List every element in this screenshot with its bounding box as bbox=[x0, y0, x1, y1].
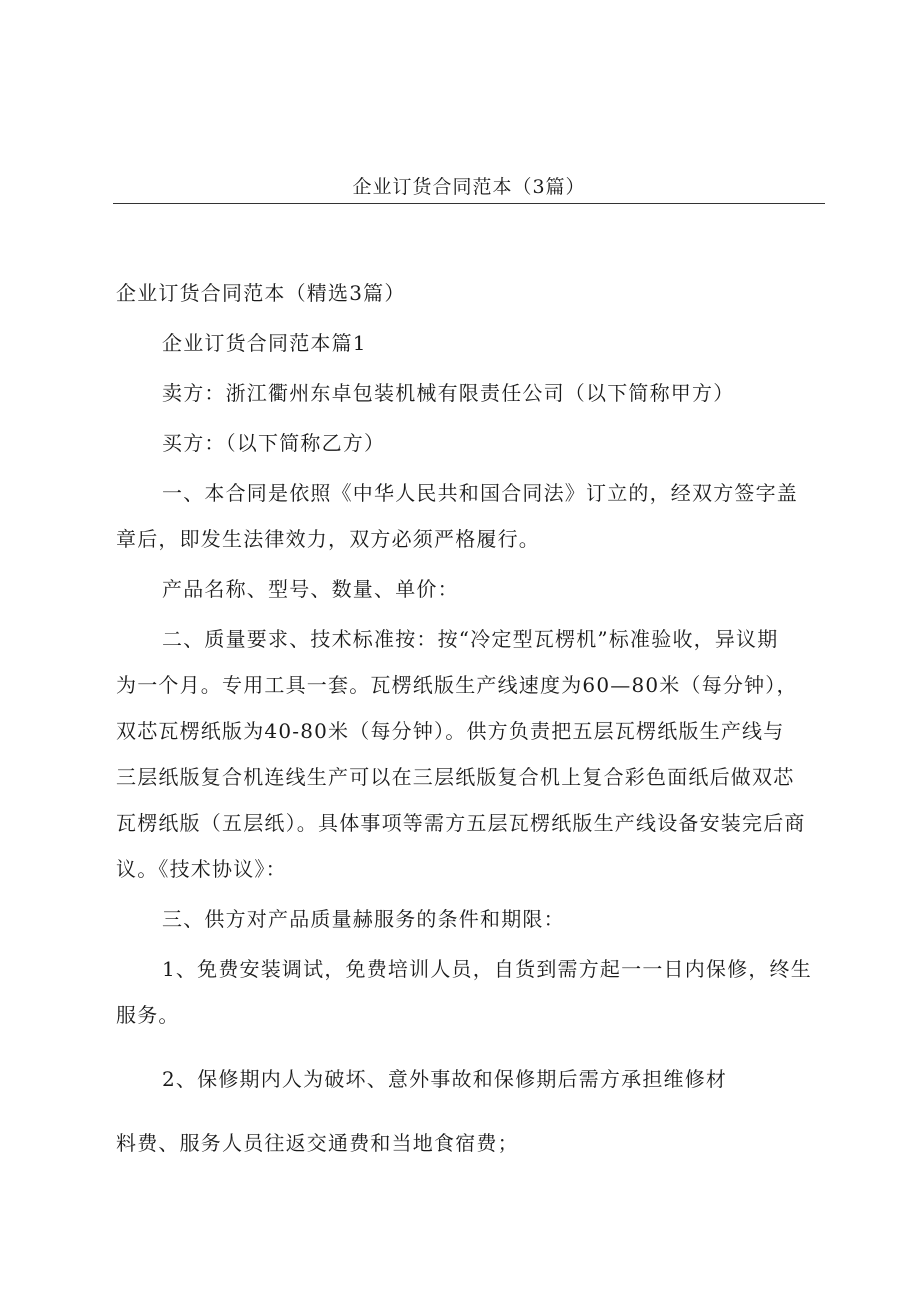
clause-2-line: 为一个月。专用工具一套。瓦楞纸版生产线速度为60—80米（每分钟）， bbox=[116, 673, 798, 697]
document-body bbox=[116, 270, 830, 1166]
header-rule bbox=[113, 203, 825, 204]
clause-3 bbox=[116, 896, 830, 1166]
clause-2 bbox=[116, 616, 830, 892]
section-title: 企业订货合同范本篇1 bbox=[162, 331, 367, 355]
clause-3-item-2-line: 料费、服务人员往返交通费和当地食宿费； bbox=[116, 1131, 519, 1155]
clause-3-item-1-line: 1、免费安装调试，免费培训人员，自货到需方起一一日内保修，终生 bbox=[162, 957, 812, 981]
clause-2-line: 三层纸版复合机连线生产可以在三层纸版复合机上复合彩色面纸后做双芯 bbox=[116, 765, 795, 789]
clause-1-line: 章后，即发生法律效力，双方必须严格履行。 bbox=[116, 527, 540, 551]
clause-2-line: 瓦楞纸版（五层纸）。具体事项等需方五层瓦楞纸版生产线设备安装完后商 bbox=[116, 811, 806, 835]
clause-1-line: 一、本合同是依照《中华人民共和国合同法》订立的，经双方签字盖 bbox=[162, 481, 798, 505]
buyer-line: 买方：（以下简称乙方） bbox=[162, 431, 386, 455]
clause-3-item-1-line: 服务。 bbox=[116, 1003, 180, 1027]
clause-2-line: 二、质量要求、技术标准按：按“冷定型瓦楞机”标准验收，异议期 bbox=[162, 627, 779, 651]
clause-2-line: 双芯瓦楞纸版为40-80米（每分钟）。供方负责把五层瓦楞纸版生产线与 bbox=[116, 719, 785, 743]
clause-2-line: 议。《技术协议》： bbox=[116, 857, 287, 881]
clause-1 bbox=[116, 470, 830, 562]
product-line: 产品名称、型号、数量、单价： bbox=[162, 577, 459, 601]
page-header-title: 企业订货合同范本（3篇） bbox=[352, 176, 586, 198]
seller-line: 卖方：浙江衢州东卓包装机械有限责任公司（以下简称甲方） bbox=[162, 381, 735, 405]
document-subtitle: 企业订货合同范本（精选3篇） bbox=[116, 281, 406, 305]
clause-3-item-2-line: 2、保修期内人为破坏、意外事故和保修期后需方承担维修材 bbox=[162, 1067, 728, 1091]
clause-3-title: 三、供方对产品质量赫服务的条件和期限： bbox=[162, 907, 565, 931]
